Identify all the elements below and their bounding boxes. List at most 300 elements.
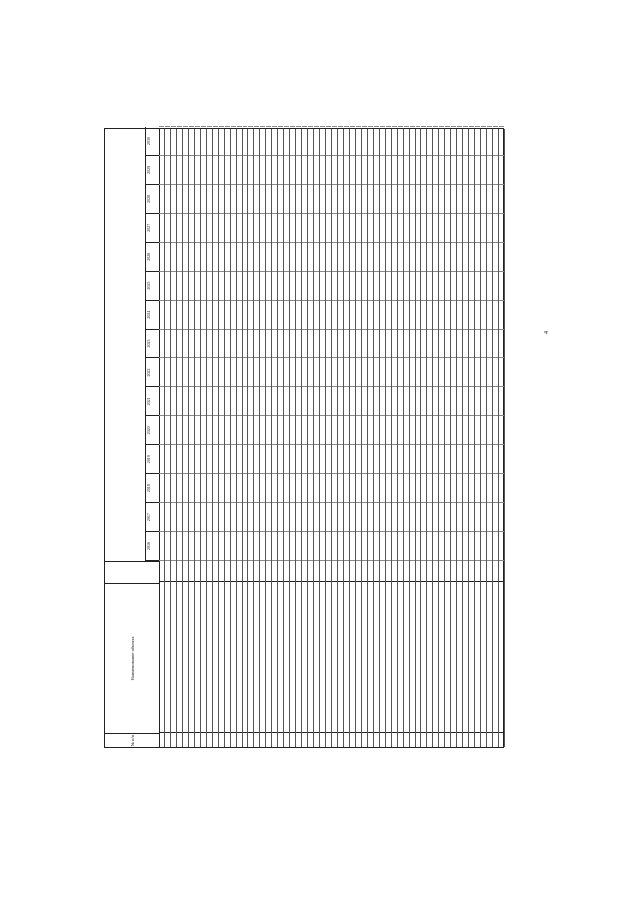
row-value-cell (290, 444, 295, 474)
row-value-cell (284, 271, 289, 301)
row-value-cell (475, 386, 480, 416)
row-value-cell (475, 213, 480, 243)
row-value-cell (350, 184, 355, 214)
row-value-cell (213, 444, 218, 474)
row-value-cell (416, 184, 421, 214)
row-value-cell (499, 473, 504, 503)
row-value-cell (463, 242, 468, 272)
row-value-cell (356, 300, 361, 330)
row-value-cell (231, 271, 236, 301)
row-value-cell (439, 473, 444, 503)
row-value-cell (416, 473, 421, 503)
row-number-cell (487, 732, 492, 747)
row-value-cell (487, 415, 492, 445)
row-value-cell (374, 126, 379, 156)
row-value-cell (195, 415, 200, 445)
row-value-cell (326, 444, 331, 474)
row-base-cell (433, 560, 438, 583)
row-value-cell (159, 386, 164, 416)
row-value-cell (368, 357, 373, 387)
row-value-cell (290, 126, 295, 156)
row-value-cell (463, 357, 468, 387)
row-value-cell (314, 242, 319, 272)
row-value-cell (469, 531, 474, 561)
row-value-cell (362, 444, 367, 474)
row-value-cell (463, 126, 468, 156)
row-value-cell (314, 502, 319, 532)
row-value-cell (445, 329, 450, 359)
row-value-cell (338, 473, 343, 503)
row-value-cell (350, 444, 355, 474)
row-value-cell (231, 502, 236, 532)
row-value-cell (320, 126, 325, 156)
row-value-cell (463, 155, 468, 185)
row-value-cell (219, 155, 224, 185)
row-value-cell (159, 271, 164, 301)
row-number-cell (189, 732, 194, 747)
row-value-cell (189, 242, 194, 272)
row-name-cell (421, 581, 426, 733)
row-value-cell (416, 329, 421, 359)
row-value-cell (451, 155, 456, 185)
row-value-cell (308, 473, 313, 503)
row-value-cell (302, 300, 307, 330)
row-number-cell (374, 732, 379, 747)
row-value-cell (219, 357, 224, 387)
row-value-cell (290, 386, 295, 416)
row-value-cell (266, 329, 271, 359)
row-value-cell (392, 300, 397, 330)
row-value-cell (380, 473, 385, 503)
row-number-cell (499, 732, 504, 747)
row-value-cell (463, 213, 468, 243)
row-value-cell (398, 531, 403, 561)
row-value-cell (302, 415, 307, 445)
row-value-cell (243, 444, 248, 474)
row-value-cell (493, 184, 498, 214)
row-number-cell (278, 732, 283, 747)
row-number-cell (457, 732, 462, 747)
row-value-cell (392, 415, 397, 445)
row-value-cell (254, 415, 259, 445)
row-number-cell (320, 732, 325, 747)
row-value-cell (392, 184, 397, 214)
row-base-cell (469, 560, 474, 583)
row-value-cell (416, 242, 421, 272)
row-value-cell (356, 184, 361, 214)
row-number-cell (392, 732, 397, 747)
row-base-cell (457, 560, 462, 583)
row-value-cell (254, 184, 259, 214)
row-number-cell (254, 732, 259, 747)
row-value-cell (469, 300, 474, 330)
row-value-cell (248, 184, 253, 214)
row-value-cell (308, 329, 313, 359)
row-value-cell (410, 213, 415, 243)
row-value-cell (266, 184, 271, 214)
row-value-cell (248, 155, 253, 185)
row-value-cell (296, 531, 301, 561)
row-value-cell (368, 444, 373, 474)
row-number-cell (237, 732, 242, 747)
row-value-cell (475, 184, 480, 214)
row-base-cell (278, 560, 283, 583)
row-value-cell (404, 213, 409, 243)
row-value-cell (266, 386, 271, 416)
row-value-cell (463, 444, 468, 474)
row-number-cell (332, 732, 337, 747)
row-value-cell (427, 271, 432, 301)
row-value-cell (213, 155, 218, 185)
row-value-cell (493, 386, 498, 416)
row-value-cell (344, 126, 349, 156)
row-value-cell (410, 242, 415, 272)
row-value-cell (237, 242, 242, 272)
row-value-cell (189, 357, 194, 387)
row-base-cell (326, 560, 331, 583)
row-value-cell (427, 415, 432, 445)
row-value-cell (248, 126, 253, 156)
row-value-cell (439, 213, 444, 243)
row-value-cell (225, 242, 230, 272)
row-value-cell (398, 329, 403, 359)
header-year-cell: 2020 (145, 416, 159, 445)
row-value-cell (487, 155, 492, 185)
row-value-cell (475, 531, 480, 561)
row-base-cell (165, 560, 170, 583)
row-value-cell (207, 271, 212, 301)
row-value-cell (320, 300, 325, 330)
row-value-cell (499, 300, 504, 330)
row-name-cell (302, 581, 307, 733)
row-name-cell (207, 581, 212, 733)
row-value-cell (231, 444, 236, 474)
row-value-cell (165, 329, 170, 359)
row-value-cell (278, 329, 283, 359)
row-name-cell (398, 581, 403, 733)
row-value-cell (380, 329, 385, 359)
row-value-cell (421, 213, 426, 243)
row-value-cell (457, 502, 462, 532)
row-value-cell (243, 300, 248, 330)
row-value-cell (350, 502, 355, 532)
row-value-cell (213, 242, 218, 272)
row-value-cell (278, 300, 283, 330)
row-value-cell (481, 473, 486, 503)
row-value-cell (177, 386, 182, 416)
row-number-cell (219, 732, 224, 747)
row-value-cell (177, 300, 182, 330)
row-value-cell (308, 444, 313, 474)
row-value-cell (320, 473, 325, 503)
header-year-cell: 2027 (145, 214, 159, 243)
row-value-cell (266, 242, 271, 272)
row-value-cell (237, 531, 242, 561)
row-value-cell (416, 126, 421, 156)
row-value-cell (189, 271, 194, 301)
header-year-cell: 2023 (145, 330, 159, 359)
row-value-cell (350, 242, 355, 272)
row-value-cell (278, 357, 283, 387)
header-year-cell: 2019 (145, 445, 159, 474)
row-value-cell (404, 271, 409, 301)
row-value-cell (231, 329, 236, 359)
row-value-cell (278, 415, 283, 445)
row-value-cell (260, 213, 265, 243)
row-value-cell (290, 531, 295, 561)
row-value-cell (302, 213, 307, 243)
row-number-cell (475, 732, 480, 747)
row-value-cell (386, 242, 391, 272)
row-value-cell (463, 184, 468, 214)
row-value-cell (404, 184, 409, 214)
row-value-cell (344, 531, 349, 561)
row-value-cell (159, 473, 164, 503)
row-value-cell (207, 213, 212, 243)
row-value-cell (374, 184, 379, 214)
row-value-cell (266, 531, 271, 561)
row-value-cell (314, 444, 319, 474)
row-value-cell (314, 531, 319, 561)
row-value-cell (451, 213, 456, 243)
row-value-cell (463, 502, 468, 532)
row-value-cell (195, 531, 200, 561)
row-value-cell (380, 126, 385, 156)
row-value-cell (326, 502, 331, 532)
row-number-cell (243, 732, 248, 747)
row-name-cell (487, 581, 492, 733)
row-value-cell (356, 155, 361, 185)
row-value-cell (266, 126, 271, 156)
row-name-cell (272, 581, 277, 733)
row-value-cell (392, 329, 397, 359)
row-value-cell (207, 473, 212, 503)
row-value-cell (266, 271, 271, 301)
row-name-cell (469, 581, 474, 733)
row-value-cell (231, 473, 236, 503)
row-value-cell (457, 473, 462, 503)
row-name-cell (451, 581, 456, 733)
row-value-cell (362, 386, 367, 416)
row-base-cell (475, 560, 480, 583)
row-value-cell (320, 386, 325, 416)
row-name-cell (189, 581, 194, 733)
row-value-cell (398, 126, 403, 156)
row-value-cell (296, 126, 301, 156)
row-value-cell (189, 329, 194, 359)
row-value-cell (457, 415, 462, 445)
row-value-cell (481, 242, 486, 272)
row-value-cell (177, 242, 182, 272)
row-value-cell (296, 184, 301, 214)
header-year-cell: 2018 (145, 474, 159, 503)
row-value-cell (374, 473, 379, 503)
row-value-cell (183, 271, 188, 301)
row-value-cell (332, 415, 337, 445)
row-value-cell (398, 473, 403, 503)
row-value-cell (296, 155, 301, 185)
row-value-cell (165, 242, 170, 272)
row-value-cell (427, 213, 432, 243)
row-value-cell (320, 415, 325, 445)
row-value-cell (159, 415, 164, 445)
row-value-cell (332, 155, 337, 185)
row-value-cell (159, 155, 164, 185)
row-value-cell (219, 271, 224, 301)
row-value-cell (463, 473, 468, 503)
row-value-cell (451, 329, 456, 359)
row-value-cell (326, 271, 331, 301)
row-value-cell (165, 184, 170, 214)
row-value-cell (427, 502, 432, 532)
row-number-cell (308, 732, 313, 747)
row-base-cell (410, 560, 415, 583)
row-value-cell (237, 473, 242, 503)
row-value-cell (350, 386, 355, 416)
row-value-cell (260, 473, 265, 503)
row-value-cell (195, 473, 200, 503)
row-value-cell (350, 300, 355, 330)
row-base-cell (398, 560, 403, 583)
row-value-cell (296, 473, 301, 503)
row-value-cell (314, 126, 319, 156)
row-value-cell (487, 329, 492, 359)
row-value-cell (272, 271, 277, 301)
row-value-cell (469, 444, 474, 474)
row-value-cell (272, 444, 277, 474)
row-number-cell (213, 732, 218, 747)
row-value-cell (248, 300, 253, 330)
row-value-cell (427, 300, 432, 330)
row-value-cell (254, 473, 259, 503)
row-base-cell (356, 560, 361, 583)
row-value-cell (165, 271, 170, 301)
row-value-cell (439, 155, 444, 185)
row-value-cell (332, 531, 337, 561)
row-value-cell (177, 415, 182, 445)
row-value-cell (350, 415, 355, 445)
row-value-cell (177, 213, 182, 243)
row-number-cell (266, 732, 271, 747)
row-name-cell (183, 581, 188, 733)
row-name-cell (427, 581, 432, 733)
row-value-cell (499, 357, 504, 387)
header-year-cell: 2030 (145, 127, 159, 156)
row-value-cell (237, 213, 242, 243)
row-base-cell (219, 560, 224, 583)
row-value-cell (243, 473, 248, 503)
row-number-cell (195, 732, 200, 747)
row-value-cell (248, 213, 253, 243)
row-value-cell (487, 473, 492, 503)
row-value-cell (195, 155, 200, 185)
row-value-cell (284, 300, 289, 330)
row-value-cell (290, 242, 295, 272)
row-name-cell (314, 581, 319, 733)
row-value-cell (201, 473, 206, 503)
row-value-cell (237, 415, 242, 445)
row-value-cell (332, 386, 337, 416)
row-value-cell (302, 473, 307, 503)
row-value-cell (189, 415, 194, 445)
row-base-cell (487, 560, 492, 583)
row-value-cell (284, 329, 289, 359)
row-value-cell (296, 415, 301, 445)
row-value-cell (296, 271, 301, 301)
row-name-cell (356, 581, 361, 733)
row-value-cell (421, 300, 426, 330)
row-value-cell (398, 444, 403, 474)
row-value-cell (493, 271, 498, 301)
row-value-cell (231, 386, 236, 416)
row-value-cell (320, 213, 325, 243)
row-value-cell (338, 386, 343, 416)
row-value-cell (266, 155, 271, 185)
row-value-cell (451, 300, 456, 330)
row-value-cell (463, 300, 468, 330)
row-value-cell (392, 444, 397, 474)
row-name-cell (445, 581, 450, 733)
row-value-cell (427, 126, 432, 156)
row-number-cell (421, 732, 426, 747)
row-value-cell (475, 242, 480, 272)
row-value-cell (433, 473, 438, 503)
row-value-cell (171, 300, 176, 330)
row-value-cell (260, 184, 265, 214)
row-value-cell (302, 271, 307, 301)
row-value-cell (427, 329, 432, 359)
row-value-cell (159, 184, 164, 214)
row-value-cell (368, 126, 373, 156)
row-value-cell (338, 242, 343, 272)
row-value-cell (207, 242, 212, 272)
row-value-cell (451, 184, 456, 214)
row-value-cell (368, 184, 373, 214)
row-number-cell (302, 732, 307, 747)
row-value-cell (302, 502, 307, 532)
row-value-cell (260, 271, 265, 301)
row-value-cell (362, 531, 367, 561)
row-value-cell (463, 415, 468, 445)
row-value-cell (332, 502, 337, 532)
row-value-cell (254, 531, 259, 561)
row-value-cell (350, 271, 355, 301)
row-base-cell (445, 560, 450, 583)
row-value-cell (487, 300, 492, 330)
row-value-cell (254, 502, 259, 532)
row-value-cell (308, 386, 313, 416)
row-value-cell (314, 300, 319, 330)
row-value-cell (195, 300, 200, 330)
row-name-cell (284, 581, 289, 733)
row-value-cell (237, 184, 242, 214)
row-value-cell (308, 242, 313, 272)
row-value-cell (487, 502, 492, 532)
row-value-cell (499, 386, 504, 416)
row-value-cell (284, 242, 289, 272)
row-value-cell (308, 184, 313, 214)
row-number-cell (386, 732, 391, 747)
row-base-cell (254, 560, 259, 583)
row-value-cell (201, 444, 206, 474)
row-value-cell (433, 126, 438, 156)
row-value-cell (237, 155, 242, 185)
row-value-cell (195, 184, 200, 214)
row-value-cell (451, 415, 456, 445)
row-value-cell (201, 300, 206, 330)
row-value-cell (421, 357, 426, 387)
row-value-cell (308, 502, 313, 532)
